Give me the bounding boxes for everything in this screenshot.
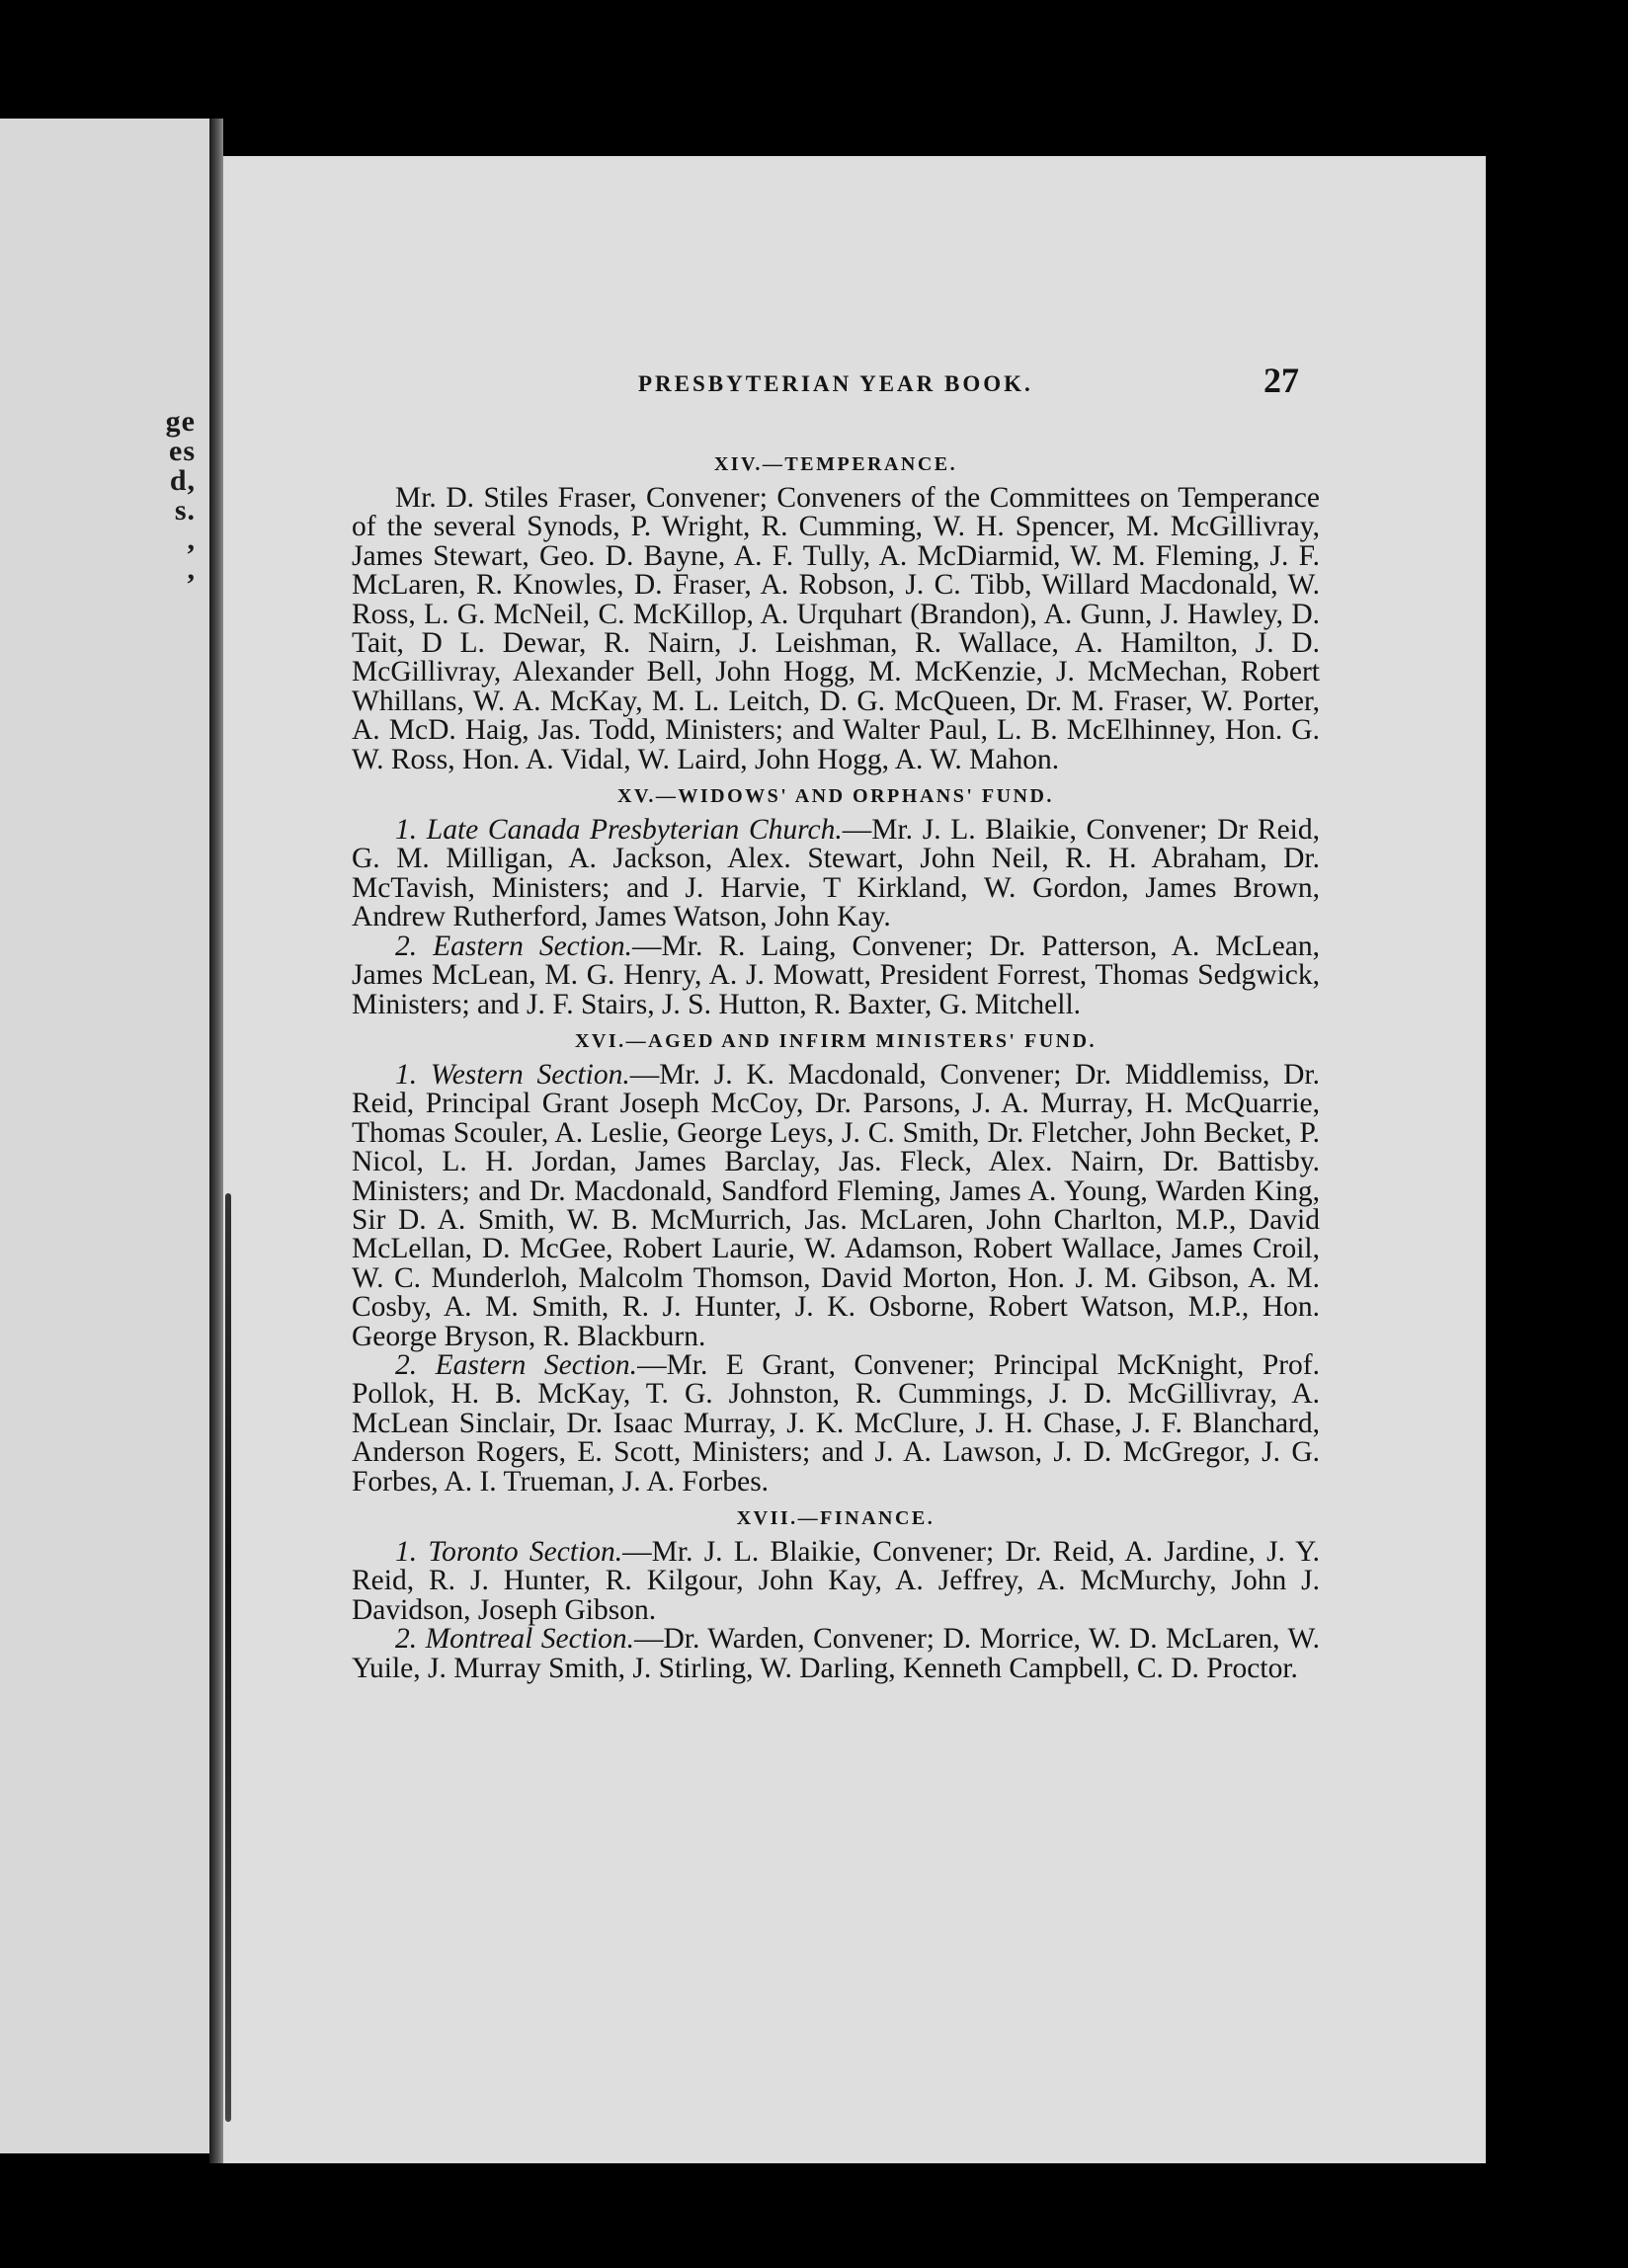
facing-page-fragment: s. [174,494,196,526]
paragraph-text: —Mr. E Grant, Convener; Principal McKnight, Prof. Pollok, H. B. McKay, T. G. Johnston, R. Cummings, J. D. McGillivray, A. McLean Sinclair, Dr. Isaac Murray, J. K. McClure, J. H. Chase, J. F. Blanchard, Anderson Rogers, E. Scott, Ministers; and J. A. Lawson, J. D. McGregor, J. G. Forbes, A. I. Trueman, J. A. Forbes. [352,1348,1320,1498]
section-title: XV.—WIDOWS' AND ORPHANS' FUND. [617,785,1054,808]
section-widows-orphans-fund [352,784,1320,1019]
facing-page-fragment: es [169,435,196,467]
paragraph-text: —Dr. Warden, Convener; D. Morrice, W. D. McLaren, W. Yuile, J. Murray Smith, J. Stirling, W. Darling, Kenneth Campbell, C. D. Proctor. [352,1623,1320,1684]
paragraph-label: 2. Eastern Section. [395,930,633,962]
section-paragraph [352,816,1320,932]
book-page [223,156,1486,2163]
section-title: XIV.—TEMPERANCE. [713,453,958,475]
paragraph-label: 2. Montreal Section. [395,1623,634,1656]
paragraph-text: Mr. D. Stiles Fraser, Convener; Conveners of the Committees on Temperance of the several Synods, P. Wright, R. Cumming, W. H. Spencer, M. McGillivray, James Stewart, Geo. D. Bayne, A. F. Tully, A. McDiarmid, W. M. Fleming, J. F. McLaren, R. Knowles, D. Fraser, A. Robson, J. C. Tibb, Willard Macdonald, W. Ross, L. G. McNeil, C. McKillop, A. Urquhart (Brandon), A. Gunn, J. Hawley, D. Tait, D L. Dewar, R. Nairn, J. Leishman, R. Wallace, A. Hamilton, J. D. McGillivray, Alexander Bell, John Hogg, M. McKenzie, J. McMechan, Robert Whillans, W. A. McKay, M. L. Leitch, D. G. McQueen, Dr. M. Fraser, W. Porter, A. McD. Haig, Jas. Todd, Ministers; and Walter Paul, L. B. McElhinney, Hon. G. W. Ross, Hon. A. Vidal, W. Laird, John Hogg, A. W. Mahon. [352,482,1320,775]
section-paragraph [352,1625,1320,1683]
section-title: XVII.—FINANCE. [736,1507,936,1529]
facing-page-fragment: , [187,553,196,586]
section-title: XVI.—AGED AND INFIRM MINISTERS' FUND. [574,1029,1098,1052]
section-finance [352,1506,1320,1683]
page-number: 27 [1263,361,1299,400]
page-content [352,443,1320,1683]
paragraph-text: —Mr. R. Laing, Convener; Dr. Patterson, A. McLean, James McLean, M. G. Henry, A. J. Mowatt, President Forrest, Thomas Sedgwick, Ministers; and J. F. Stairs, J. S. Hutton, R. Baxter, G. Mitchell. [352,930,1320,1020]
paragraph-text: —Mr. J. L. Blaikie, Convener; Dr Reid, G. M. Milligan, A. Jackson, Alex. Stewart, John Neil, R. H. Abraham, Dr. McTavish, Ministers; and J. Harvie, T Kirkland, W. Gordon, James Brown, Andrew Rutherford, James Watson, John Kay. [352,814,1320,933]
facing-page-fragment: , [187,524,196,556]
section-paragraph [352,1348,1320,1498]
facing-page-fragment: d, [169,464,196,497]
running-head: PRESBYTERIAN YEAR BOOK. [638,371,1033,396]
section-paragraph [352,484,1320,774]
paragraph-label: 2. Eastern Section. [395,1348,638,1381]
section-temperance [352,452,1320,774]
section-paragraph [352,932,1320,1019]
paragraph-label: 1. Western Section. [395,1058,630,1091]
section-paragraph [352,1538,1320,1625]
paragraph-text: —Mr. J. K. Macdonald, Convener; Dr. Middlemiss, Dr. Reid, Principal Grant Joseph McCoy, Dr. Parsons, J. A. Murray, H. McQuarrie, Thomas Scouler, A. Leslie, George Leys, J. C. Smith, Dr. Fletcher, John Becket, P. Nicol, L. H. Jordan, James Barclay, Jas. Fleck, Alex. Nairn, Dr. Battisby. Ministers; and Dr. Macdonald, Sandford Fleming, James A. Young, Warden King, Sir D. A. Smith, W. B. McMurrich, Jas. McLaren, John Charlton, M.P., David McLellan, D. McGee, Robert Laurie, W. Adamson, Robert Wallace, James Croil, W. C. Munderloh, Malcolm Thomson, David Morton, Hon. J. M. Gibson, A. M. Cosby, A. M. Smith, R. J. Hunter, J. K. Osborne, Robert Watson, M.P., Hon. George Bryson, R. Blackburn. [352,1058,1320,1352]
section-paragraph [352,1058,1320,1352]
section-aged-infirm-ministers-fund [352,1029,1320,1497]
facing-page-fragment: ge [165,405,196,438]
book-gutter [209,119,223,2163]
paragraph-text: —Mr. J. L. Blaikie, Convener; Dr. Reid, A. Jardine, J. Y. Reid, R. J. Hunter, R. Kilgour, John Kay, A. Jeffrey, A. McMurchy, John J. Davidson, Joseph Gibson. [352,1536,1320,1626]
binding-shadow [225,1193,231,2122]
paragraph-label: 1. Toronto Section. [395,1536,623,1568]
paragraph-label: 1. Late Canada Presbyterian Church. [395,814,843,847]
facing-page [0,119,212,2153]
